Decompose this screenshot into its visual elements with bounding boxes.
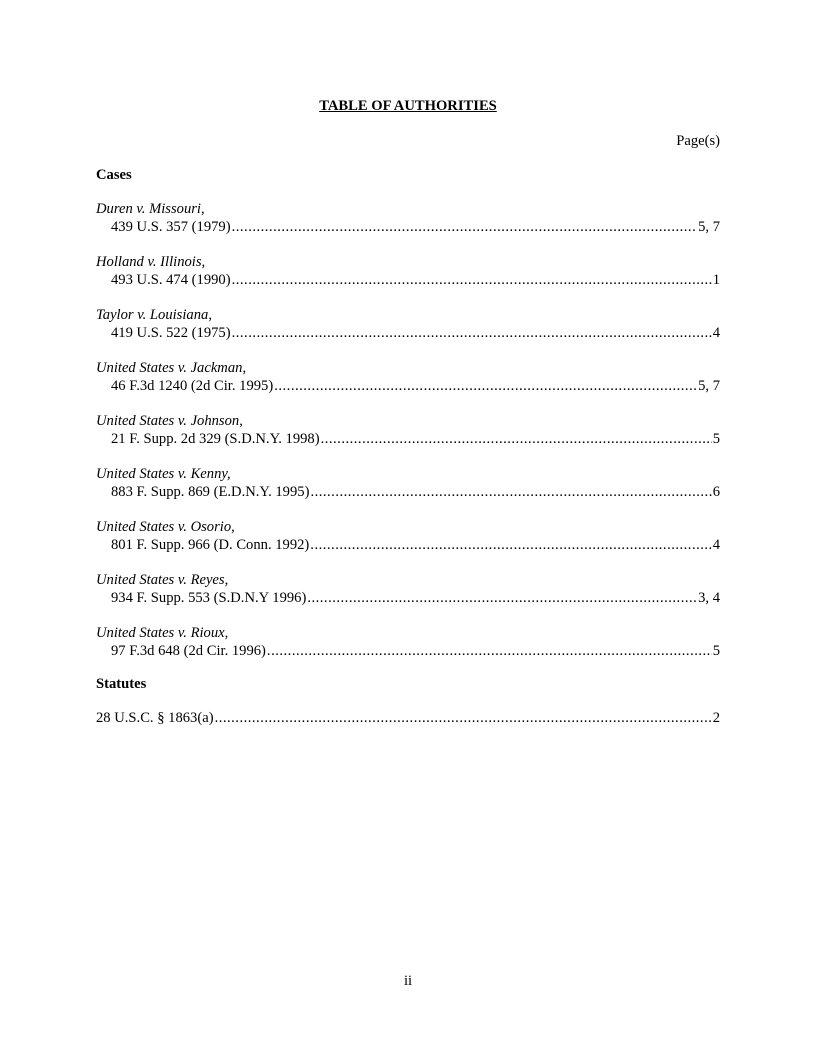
case-pages: 5	[712, 431, 720, 447]
case-pages: 4	[712, 325, 720, 341]
case-pages: 5, 7	[698, 219, 720, 235]
case-citation-line	[96, 536, 720, 554]
dot-leader	[232, 271, 712, 289]
case-entry	[96, 359, 720, 395]
dot-leader	[310, 536, 711, 554]
case-citation: 21 F. Supp. 2d 329 (S.D.N.Y. 1998)	[111, 431, 320, 447]
case-citation-line	[96, 324, 720, 342]
document-title: TABLE OF AUTHORITIES	[319, 98, 497, 114]
case-entry	[96, 200, 720, 236]
statute-citation: 28 U.S.C. § 1863(a)	[96, 710, 214, 726]
case-pages: 6	[712, 484, 720, 500]
pages-column-label: Page(s)	[676, 133, 720, 149]
dot-leader	[321, 430, 712, 448]
case-citation: 419 U.S. 522 (1975)	[111, 325, 231, 341]
case-pages: 3, 4	[698, 590, 720, 606]
case-citation-line	[96, 377, 720, 395]
case-name: Holland v. Illinois,	[96, 254, 206, 270]
statute-entry	[96, 709, 720, 727]
case-entry	[96, 518, 720, 554]
case-entry	[96, 465, 720, 501]
case-name: United States v. Osorio,	[96, 519, 235, 535]
dot-leader	[267, 642, 712, 660]
case-citation: 439 U.S. 357 (1979)	[111, 219, 231, 235]
case-pages: 5	[712, 643, 720, 659]
case-name: United States v. Jackman,	[96, 360, 247, 376]
case-name: United States v. Johnson,	[96, 413, 243, 429]
case-citation-line	[96, 483, 720, 501]
case-entry	[96, 624, 720, 660]
case-citation: 883 F. Supp. 869 (E.D.N.Y. 1995)	[111, 484, 310, 500]
case-name: United States v. Rioux,	[96, 625, 229, 641]
case-name: United States v. Kenny,	[96, 466, 231, 482]
case-pages: 5, 7	[698, 378, 720, 394]
case-citation-line	[96, 218, 720, 236]
case-citation-line	[96, 430, 720, 448]
dot-leader	[274, 377, 697, 395]
dot-leader	[215, 709, 712, 727]
dot-leader	[232, 324, 712, 342]
case-entry	[96, 412, 720, 448]
case-citation: 46 F.3d 1240 (2d Cir. 1995)	[111, 378, 274, 394]
case-citation: 801 F. Supp. 966 (D. Conn. 1992)	[111, 537, 310, 553]
statutes-heading: Statutes	[96, 676, 147, 692]
case-citation: 493 U.S. 474 (1990)	[111, 272, 231, 288]
page-number: ii	[403, 973, 413, 989]
dot-leader	[232, 218, 698, 236]
document-page	[96, 0, 720, 1056]
case-citation: 97 F.3d 648 (2d Cir. 1996)	[111, 643, 266, 659]
statute-citation-line	[96, 709, 720, 727]
dot-leader	[310, 483, 711, 501]
case-citation-line	[96, 271, 720, 289]
case-entry	[96, 306, 720, 342]
case-pages: 4	[712, 537, 720, 553]
case-citation-line	[96, 589, 720, 607]
case-name: Duren v. Missouri,	[96, 201, 205, 217]
case-name: United States v. Reyes,	[96, 572, 229, 588]
case-citation: 934 F. Supp. 553 (S.D.N.Y 1996)	[111, 590, 307, 606]
case-pages: 1	[712, 272, 720, 288]
statute-pages: 2	[712, 710, 720, 726]
dot-leader	[307, 589, 697, 607]
case-entry	[96, 253, 720, 289]
cases-heading: Cases	[96, 167, 132, 183]
case-name: Taylor v. Louisiana,	[96, 307, 212, 323]
case-citation-line	[96, 642, 720, 660]
case-entry	[96, 571, 720, 607]
